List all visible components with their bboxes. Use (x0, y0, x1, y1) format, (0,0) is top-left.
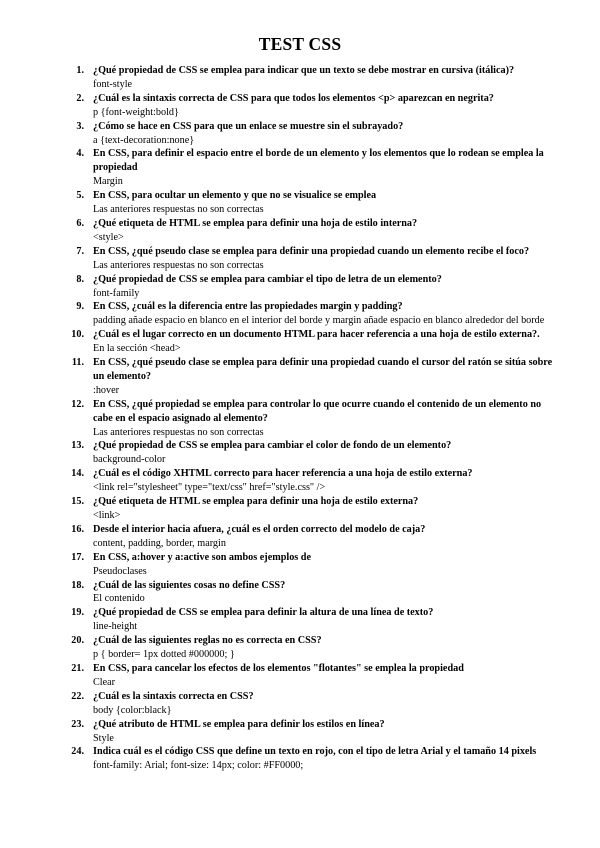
question-number: 12. (71, 398, 84, 410)
question-text: En CSS, ¿qué pseudo clase se emplea para definir una propiedad cuando un elemento recibe el foco? (93, 245, 530, 257)
question-text: ¿Qué etiqueta de HTML se emplea para definir una hoja de estilo interna? (93, 217, 418, 229)
question-item (62, 745, 562, 773)
answer-text: Clear (93, 676, 116, 688)
question-number: 16. (71, 523, 84, 535)
answer-text: font-family (93, 287, 140, 299)
answer-text: p { border= 1px dotted #000000; } (93, 649, 235, 661)
question-number: 17. (71, 551, 84, 563)
question-number: 13. (71, 440, 84, 452)
question-text: En CSS, a:hover y a:active son ambos ejemplos de (93, 551, 311, 563)
question-number: 20. (71, 635, 84, 647)
answer-text: background-color (93, 454, 166, 466)
question-number: 1. (76, 65, 84, 76)
question-number: 9. (76, 301, 84, 313)
question-item (62, 64, 562, 92)
question-text: ¿Qué propiedad de CSS se emplea para cambiar el color de fondo de un elemento? (93, 440, 452, 452)
answer-text: a {text-decoration:none} (93, 134, 195, 146)
question-text: ¿Qué propiedad de CSS se emplea para definir la altura de una línea de texto? (93, 607, 434, 619)
question-number: 7. (76, 245, 84, 257)
question-item (62, 690, 562, 718)
question-number: 5. (76, 190, 84, 202)
answer-text: body {color:black} (93, 704, 172, 716)
answer-text: line-height (93, 621, 138, 633)
answer-text: <style> (93, 231, 124, 243)
question-text: En CSS, para cancelar los efectos de los elementos "flotantes" se emplea la propiedad (93, 662, 464, 674)
question-number: 24. (71, 746, 84, 758)
question-number: 22. (71, 690, 84, 702)
question-text: En CSS, ¿cuál es la diferencia entre las propiedades margin y padding? (93, 301, 403, 313)
question-item (62, 120, 562, 148)
question-item (62, 523, 562, 551)
answer-text: content, padding, border, margin (93, 537, 226, 549)
answer-text: Las anteriores respuestas no son correctas (93, 204, 264, 216)
question-item (62, 273, 562, 301)
page-title: TEST CSS (258, 34, 342, 54)
answer-text: font-style (93, 78, 133, 90)
question-number: 3. (76, 120, 84, 132)
question-item (62, 662, 562, 690)
question-text: Indica cuál es el código CSS que define un texto en rojo, con el tipo de letra Arial y el tamaño 14 pixels (93, 746, 537, 758)
question-text: En CSS, para definir el espacio entre el borde de un elemento y los elementos que lo rodean se emplea la propiedad (93, 148, 544, 174)
question-list (62, 64, 562, 773)
question-text: ¿Qué etiqueta de HTML se emplea para definir una hoja de estilo externa? (93, 496, 419, 508)
question-text: ¿Qué propiedad de CSS se emplea para cambiar el tipo de letra de un elemento? (93, 273, 442, 285)
question-number: 2. (76, 92, 84, 104)
answer-text: <link> (93, 510, 121, 521)
answer-text: Margin (93, 176, 123, 188)
question-number: 14. (71, 468, 84, 480)
question-item (62, 189, 562, 217)
question-text: ¿Qué propiedad de CSS se emplea para indicar que un texto se debe mostrar en cursiva (itálica)? (93, 65, 515, 76)
question-number: 11. (71, 357, 84, 369)
question-text: En CSS, para ocultar un elemento y que no se visualice se emplea (93, 190, 377, 202)
question-item (62, 92, 562, 120)
question-item (62, 217, 562, 245)
answer-text: El contenido (93, 593, 145, 605)
question-number: 19. (71, 607, 84, 619)
answer-text: Style (93, 732, 114, 744)
question-number: 8. (76, 273, 84, 285)
question-item (62, 495, 562, 523)
answer-text: Pseudoclases (93, 565, 147, 577)
answer-text: p {font-weight:bold} (93, 106, 179, 118)
question-number: 18. (71, 579, 84, 591)
answer-text: <link rel="stylesheet" type="text/css" href="style.css" /> (93, 482, 326, 494)
question-text: ¿Qué atributo de HTML se emplea para definir los estilos en línea? (93, 718, 385, 730)
question-text: ¿Cuál es el código XHTML correcto para hacer referencia a una hoja de estilo externa? (93, 468, 473, 480)
answer-text: font-family: Arial; font-size: 14px; color: #FF0000; (93, 760, 304, 772)
answer-text: Las anteriores respuestas no son correctas (93, 259, 264, 271)
question-item (62, 328, 562, 356)
question-item (62, 147, 562, 189)
question-text: ¿Cuál es la sintaxis correcta de CSS para que todos los elementos <p> aparezcan en negrita? (93, 92, 494, 104)
question-item (62, 579, 562, 607)
question-number: 21. (71, 662, 84, 674)
answer-text: En la sección <head> (93, 343, 181, 355)
question-text: ¿Cuál de las siguientes reglas no es correcta en CSS? (93, 635, 322, 647)
question-item (62, 398, 562, 440)
question-number: 15. (71, 496, 84, 508)
question-item (62, 634, 562, 662)
question-item (62, 467, 562, 495)
question-number: 10. (71, 329, 84, 341)
question-text: ¿Cómo se hace en CSS para que un enlace se muestre sin el subrayado? (93, 120, 404, 132)
answer-text: padding añade espacio en blanco en el interior del borde y margin añade espacio en blanco alrededor del borde (93, 315, 545, 327)
question-text: ¿Cuál de las siguientes cosas no define CSS? (93, 579, 286, 591)
question-text: ¿Cuál es el lugar correcto en un documento HTML para hacer referencia a una hoja de estilo externa?. (93, 329, 540, 341)
question-item (62, 606, 562, 634)
question-item (62, 300, 562, 328)
question-text: En CSS, ¿qué pseudo clase se emplea para definir una propiedad cuando el cursor del ratón se sitúa sobre un elemento? (93, 357, 553, 382)
question-number: 23. (71, 718, 84, 730)
question-text: En CSS, ¿qué propiedad se emplea para controlar lo que ocurre cuando el contenido de un elemento no cabe en el espacio asignado al elemento? (93, 398, 542, 424)
question-item (62, 439, 562, 467)
question-item (62, 551, 562, 579)
question-item (62, 356, 562, 398)
answer-text: :hover (93, 384, 120, 396)
question-item (62, 718, 562, 746)
question-number: 4. (76, 148, 84, 160)
question-item (62, 245, 562, 273)
question-text: ¿Cuál es la sintaxis correcta en CSS? (93, 690, 254, 702)
question-text: Desde el interior hacia afuera, ¿cuál es el orden correcto del modelo de caja? (93, 523, 426, 535)
question-number: 6. (76, 217, 84, 229)
answer-text: Las anteriores respuestas no son correctas (93, 426, 264, 438)
